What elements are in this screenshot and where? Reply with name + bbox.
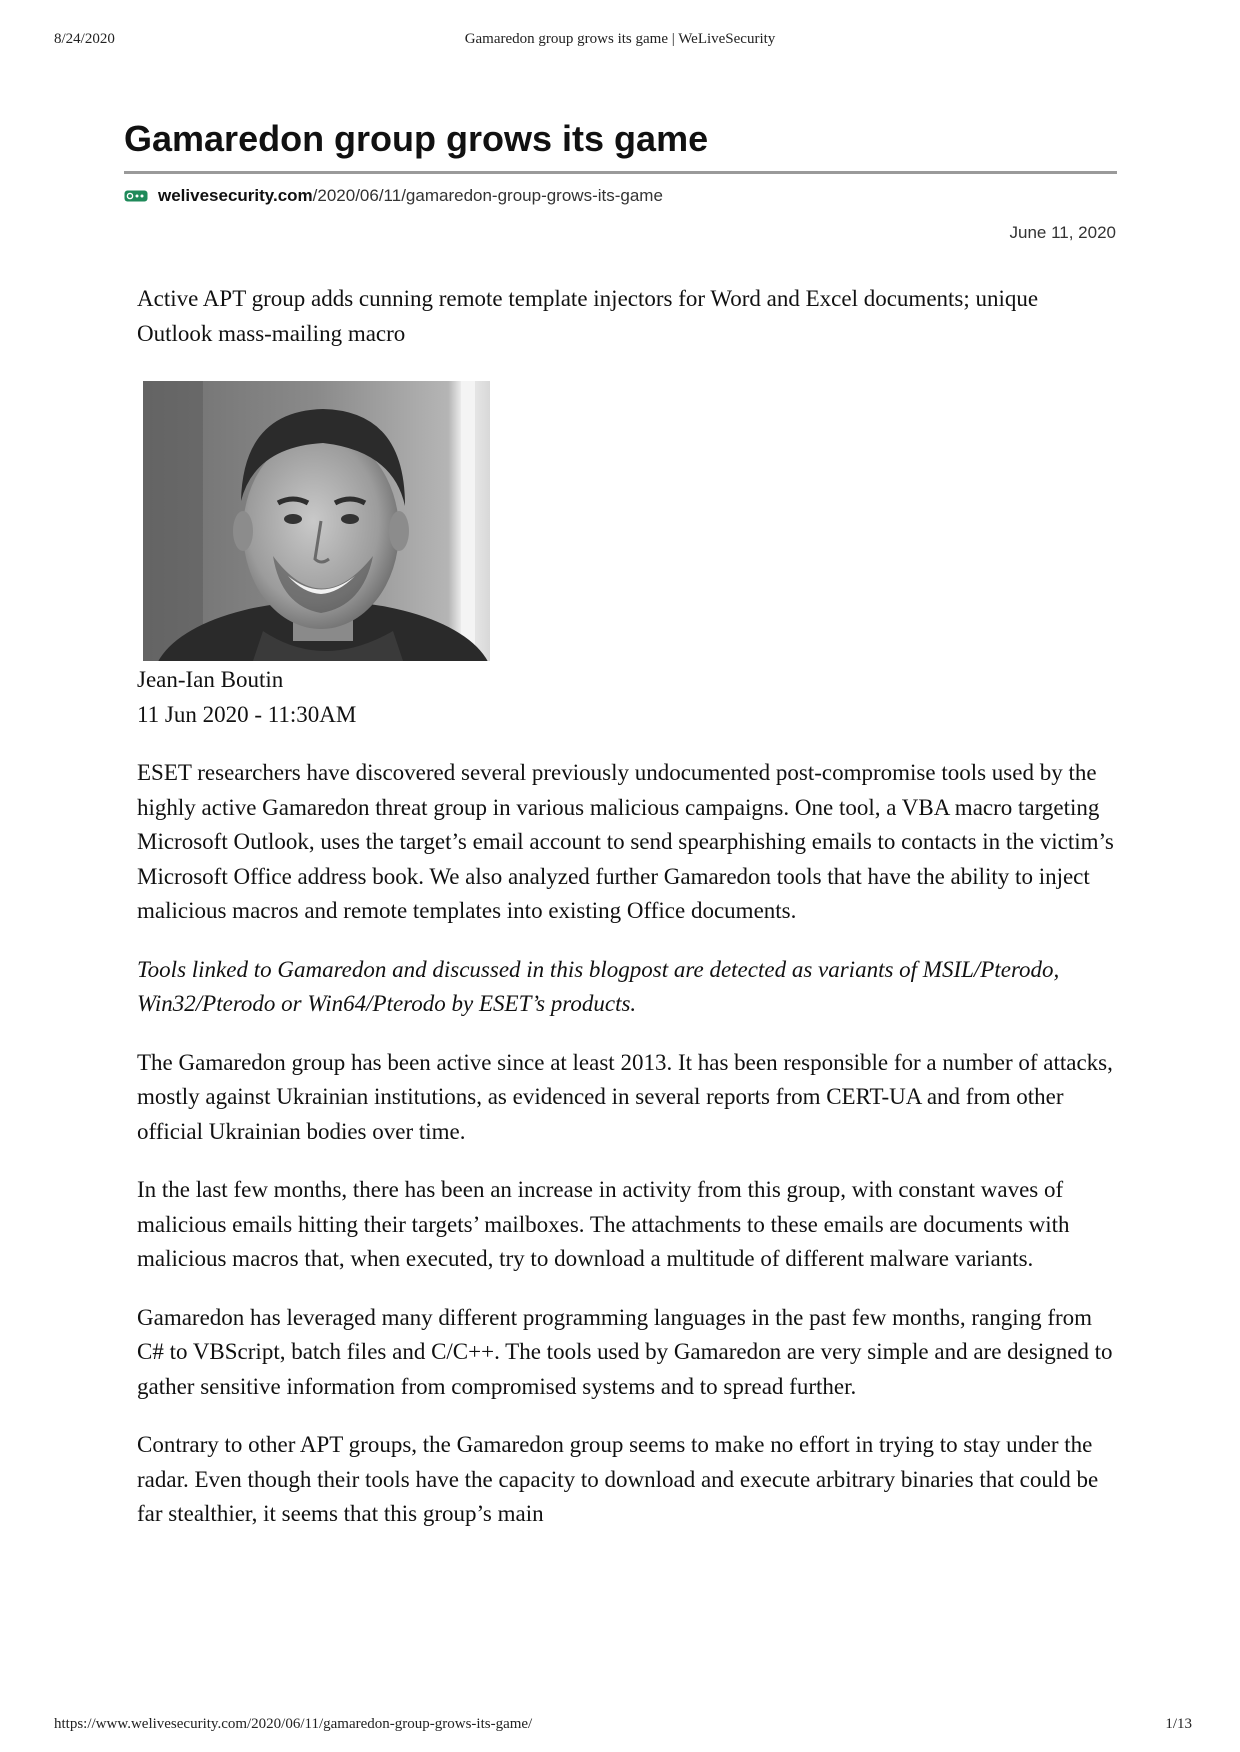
article-paragraph: Contrary to other APT groups, the Gamaredon group seems to make no effort in trying to stay under the radar. Even though their tools have the capacity to download and execute arbitrary binaries that could be far stealthier, it seems that this group’s main — [137, 1432, 1099, 1526]
article-subtitle: Active APT group adds cunning remote template injectors for Word and Excel documents; unique Outlook mass-mailing macro — [137, 286, 1039, 346]
print-header — [0, 31, 1240, 51]
source-link[interactable] — [124, 183, 663, 209]
print-page-number: 1/13 — [1165, 1716, 1192, 1732]
article-paragraph: Gamaredon has leveraged many different programming languages in the past few months, ranging from C# to VBScript, batch files and C/C++. The tools used by Gamaredon are very simple and are designed to gather sensitive information from compromised systems and to spread further. — [137, 1304, 1113, 1399]
article-paragraph: ESET researchers have discovered several previously undocumented post-compromise tools used by the highly active Gamaredon threat group in various malicious campaigns. One tool, a VBA macro targeting Microsoft Outlook, uses the target’s email account to send spearphishing emails to contacts in the victim’s Microsoft Office address book. We also analyzed further Gamaredon tools that have the ability to inject malicious macros and remote templates into existing Office documents. — [137, 760, 1114, 923]
print-page-title: Gamaredon group grows its game | WeLiveSecurity — [464, 31, 776, 47]
article-content — [137, 282, 1117, 1532]
article-paragraph: The Gamaredon group has been active since at least 2013. It has been responsible for a number of attacks, mostly against Ukrainian institutions, as evidenced in several reports from CERT-UA and from other official Ukrainian bodies over time. — [137, 1049, 1113, 1144]
article-title: Gamaredon group grows its game — [124, 118, 709, 159]
author-name: Jean-Ian Boutin — [137, 667, 284, 692]
article-paragraph: In the last few months, there has been an increase in activity from this group, with constant waves of malicious emails hitting their targets’ mailboxes. The attachments to these emails are documents with malicious macros that, when executed, try to download a multitude of different malware variants. — [137, 1177, 1070, 1271]
published-date: 11 Jun 2020 - 11:30AM — [137, 701, 357, 727]
title-divider — [124, 171, 1117, 174]
author-photo — [143, 381, 490, 661]
article-paragraph-detection-note: Tools linked to Gamaredon and discussed in this blogpost are detected as variants of MSIL/Pterodo, Win32/Pterodo or Win64/Pterodo by ESET’s products. — [137, 956, 1060, 1016]
print-date: 8/24/2020 — [54, 31, 115, 47]
print-footer — [0, 1716, 1240, 1736]
link-icon — [124, 190, 148, 202]
source-domain: welivesecurity.com — [158, 186, 313, 205]
article-date: June 11, 2020 — [1009, 223, 1116, 242]
source-path: /2020/06/11/gamaredon-group-grows-its-game — [312, 186, 663, 205]
print-url: https://www.welivesecurity.com/2020/06/11/gamaredon-group-grows-its-game/ — [54, 1716, 533, 1732]
byline — [137, 663, 1117, 732]
